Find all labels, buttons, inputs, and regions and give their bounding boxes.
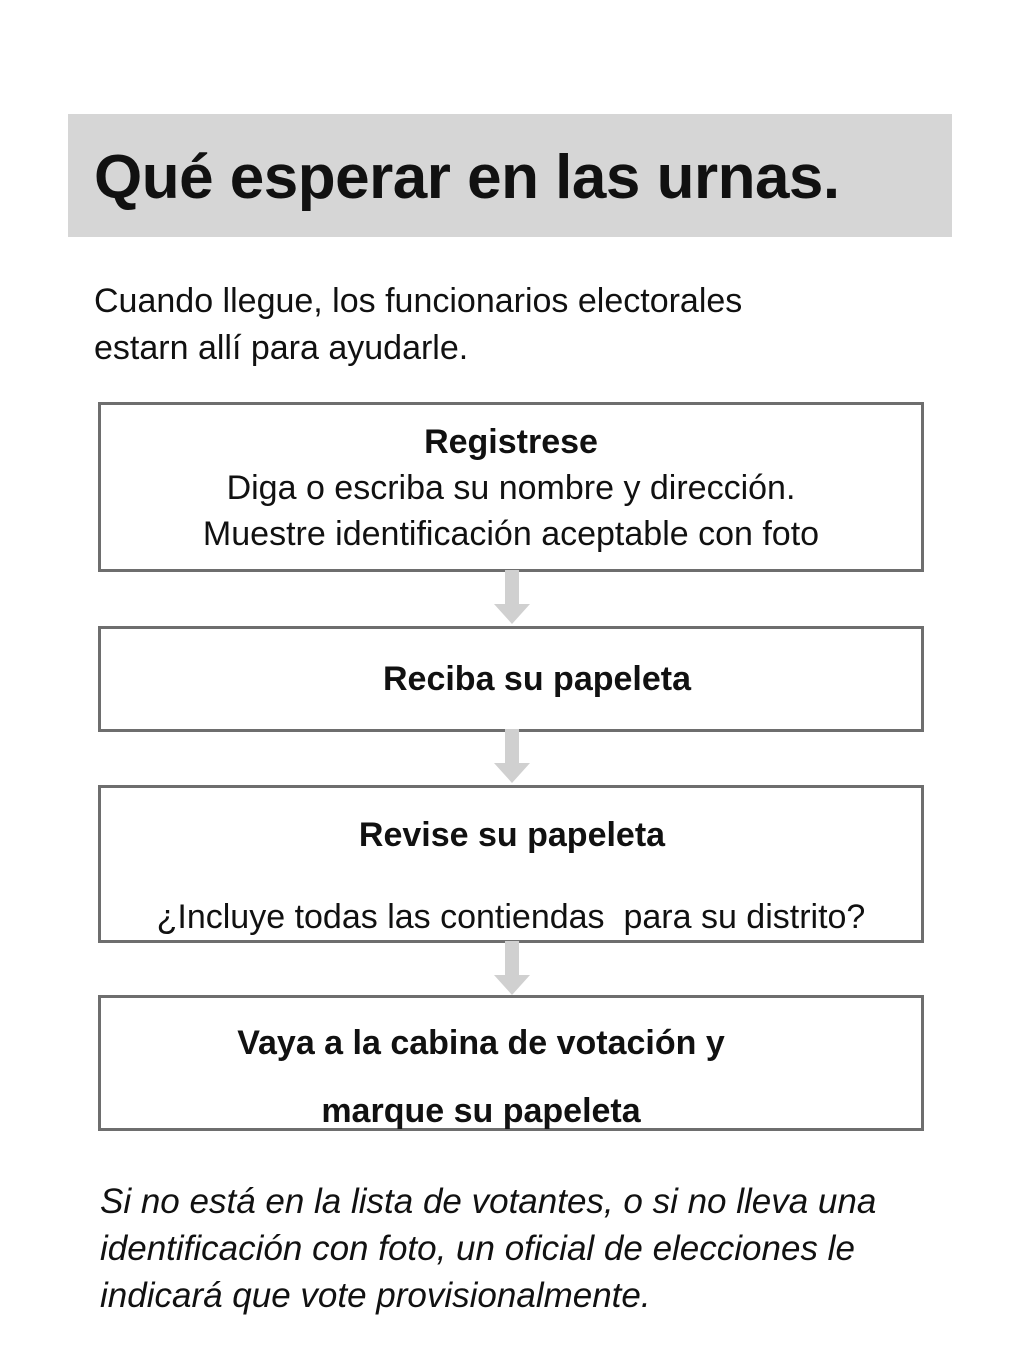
- step-receive-ballot-box: [98, 626, 924, 732]
- step-heading: Revise su papeleta: [358, 816, 666, 854]
- step-voting-booth-box: [98, 995, 924, 1131]
- page-title: Qué esperar en las urnas.: [94, 143, 840, 212]
- step-text-line: Muestre identificación aceptable con foto: [202, 515, 820, 553]
- note-line: identificación con foto, un oficial de elecciones le: [100, 1229, 855, 1268]
- note-line: Si no está en la lista de votantes, o si no lleva una: [100, 1182, 877, 1221]
- title-banner: [68, 114, 952, 237]
- step-heading: Registrese: [424, 423, 598, 461]
- step-heading: Vaya a la cabina de votación y: [237, 1024, 725, 1062]
- intro-text: [94, 278, 894, 372]
- note-line: indicará que vote provisionalmente.: [100, 1276, 651, 1315]
- provisional-vote-note: [100, 1178, 980, 1319]
- intro-line: estarn allí para ayudarle.: [94, 329, 469, 367]
- down-arrow-icon: [494, 729, 530, 783]
- step-review-ballot-box: [98, 785, 924, 943]
- down-arrow-icon: [494, 941, 530, 995]
- step-heading: Reciba su papeleta: [382, 660, 691, 698]
- down-arrow-icon: [494, 570, 530, 624]
- step-heading: marque su papeleta: [321, 1092, 641, 1130]
- step-register-box: [98, 402, 924, 572]
- step-text-line: Diga o escriba su nombre y dirección.: [226, 469, 796, 507]
- step-text-line: ¿Incluye todas las contiendas para su distrito?: [156, 898, 866, 936]
- intro-line: Cuando llegue, los funcionarios electorales: [94, 282, 743, 320]
